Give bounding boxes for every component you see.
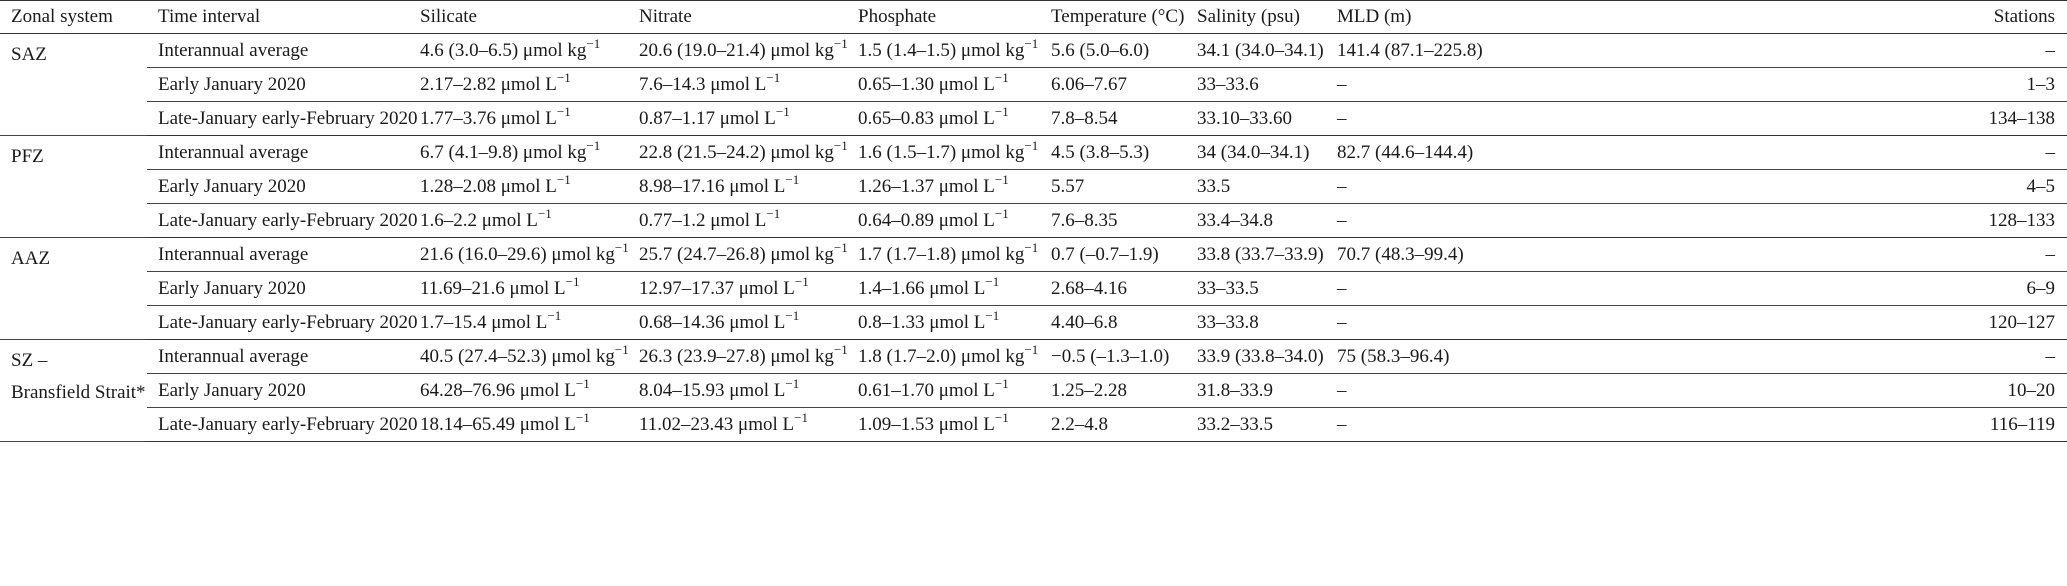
value-text: 1.77–3.76 μmol L	[420, 107, 557, 129]
phosphate-cell	[847, 238, 1040, 272]
unit-exponent: −1	[614, 239, 629, 255]
header-stations: Stations	[1467, 1, 2067, 34]
table-body	[0, 34, 2067, 442]
unit-exponent: −1	[794, 273, 809, 289]
stations-cell: 116–119	[1467, 408, 2067, 442]
stations-cell: –	[1467, 238, 2067, 272]
temperature-cell: 6.06–7.67	[1040, 68, 1186, 102]
value-text: 26.3 (23.9–27.8) μmol kg	[639, 345, 834, 367]
stations-cell: –	[1467, 340, 2067, 374]
unit-exponent: −1	[537, 205, 552, 221]
value-text: 0.87–1.17 μmol L	[639, 107, 776, 129]
unit-exponent: −1	[833, 137, 848, 153]
nitrate-cell	[628, 374, 847, 408]
table-row	[0, 374, 2067, 408]
value-text: 1.8 (1.7–2.0) μmol kg	[858, 345, 1025, 367]
zone-cell	[0, 238, 147, 340]
unit-exponent: −1	[766, 205, 781, 221]
zone-label: AAZ	[11, 248, 51, 269]
salinity-cell: 33.8 (33.7–33.9)	[1186, 238, 1326, 272]
zone-label: SZ –	[11, 350, 48, 371]
mld-cell: –	[1326, 408, 1467, 442]
nitrate-cell	[628, 34, 847, 68]
stations-cell: 4–5	[1467, 170, 2067, 204]
unit-exponent: −1	[556, 103, 571, 119]
header-salinity: Salinity (psu)	[1186, 1, 1326, 34]
unit-exponent: −1	[614, 341, 629, 357]
value-text: 7.6–14.3 μmol L	[639, 73, 767, 95]
value-text: 1.7–15.4 μmol L	[420, 311, 548, 333]
temperature-cell: −0.5 (–1.3–1.0)	[1040, 340, 1186, 374]
unit-exponent: −1	[1024, 137, 1039, 153]
header-zonal-system: Zonal system	[0, 1, 147, 34]
stations-cell: 134–138	[1467, 102, 2067, 136]
zone-label: PFZ	[11, 146, 44, 167]
table-row	[0, 68, 2067, 102]
time-interval-cell: Early January 2020	[147, 272, 409, 306]
phosphate-cell	[847, 136, 1040, 170]
time-interval-cell: Early January 2020	[147, 68, 409, 102]
nitrate-cell	[628, 272, 847, 306]
stations-cell: 1–3	[1467, 68, 2067, 102]
phosphate-cell	[847, 408, 1040, 442]
table-header	[0, 1, 2067, 34]
silicate-cell	[409, 204, 628, 238]
time-interval-cell: Late-January early-February 2020	[147, 102, 409, 136]
value-text: 0.61–1.70 μmol L	[858, 379, 995, 401]
unit-exponent: −1	[833, 35, 848, 51]
time-interval-cell: Late-January early-February 2020	[147, 306, 409, 340]
nitrate-cell	[628, 340, 847, 374]
silicate-cell	[409, 170, 628, 204]
phosphate-cell	[847, 34, 1040, 68]
phosphate-cell	[847, 374, 1040, 408]
value-text: 1.4–1.66 μmol L	[858, 277, 986, 299]
zone-label: Bransfield Strait*	[11, 382, 146, 403]
value-text: 0.8–1.33 μmol L	[858, 311, 986, 333]
header-time-interval: Time interval	[147, 1, 409, 34]
time-interval-cell: Late-January early-February 2020	[147, 204, 409, 238]
silicate-cell	[409, 340, 628, 374]
value-text: 8.98–17.16 μmol L	[639, 175, 786, 197]
phosphate-cell	[847, 306, 1040, 340]
unit-exponent: −1	[833, 341, 848, 357]
value-text: 6.7 (4.1–9.8) μmol kg	[420, 141, 587, 163]
value-text: 1.26–1.37 μmol L	[858, 175, 995, 197]
unit-exponent: −1	[547, 307, 562, 323]
value-text: 8.04–15.93 μmol L	[639, 379, 786, 401]
unit-exponent: −1	[994, 69, 1009, 85]
time-interval-cell: Interannual average	[147, 238, 409, 272]
value-text: 0.77–1.2 μmol L	[639, 209, 767, 231]
temperature-cell: 5.6 (5.0–6.0)	[1040, 34, 1186, 68]
value-text: 4.6 (3.0–6.5) μmol kg	[420, 39, 587, 61]
mld-cell: 82.7 (44.6–144.4)	[1326, 136, 1467, 170]
mld-cell: –	[1326, 204, 1467, 238]
time-interval-cell: Early January 2020	[147, 170, 409, 204]
nitrate-cell	[628, 306, 847, 340]
nitrate-cell	[628, 68, 847, 102]
salinity-cell: 33.2–33.5	[1186, 408, 1326, 442]
unit-exponent: −1	[565, 273, 580, 289]
value-text: 1.28–2.08 μmol L	[420, 175, 557, 197]
mld-cell: –	[1326, 102, 1467, 136]
silicate-cell	[409, 306, 628, 340]
phosphate-cell	[847, 340, 1040, 374]
value-text: 40.5 (27.4–52.3) μmol kg	[420, 345, 615, 367]
salinity-cell: 34 (34.0–34.1)	[1186, 136, 1326, 170]
unit-exponent: −1	[556, 69, 571, 85]
silicate-cell	[409, 68, 628, 102]
mld-cell: 141.4 (87.1–225.8)	[1326, 34, 1467, 68]
unit-exponent: −1	[575, 409, 590, 425]
value-text: 21.6 (16.0–29.6) μmol kg	[420, 243, 615, 265]
mld-cell: –	[1326, 68, 1467, 102]
unit-exponent: −1	[833, 239, 848, 255]
table-row	[0, 340, 2067, 374]
unit-exponent: −1	[985, 273, 1000, 289]
time-interval-cell: Interannual average	[147, 34, 409, 68]
mld-cell: 70.7 (48.3–99.4)	[1326, 238, 1467, 272]
nitrate-cell	[628, 238, 847, 272]
stations-cell: –	[1467, 136, 2067, 170]
phosphate-cell	[847, 272, 1040, 306]
value-text: 12.97–17.37 μmol L	[639, 277, 795, 299]
unit-exponent: −1	[1024, 341, 1039, 357]
unit-exponent: −1	[775, 103, 790, 119]
unit-exponent: −1	[586, 137, 601, 153]
table-row	[0, 408, 2067, 442]
value-text: 20.6 (19.0–21.4) μmol kg	[639, 39, 834, 61]
time-interval-cell: Interannual average	[147, 136, 409, 170]
table-row	[0, 170, 2067, 204]
value-text: 1.7 (1.7–1.8) μmol kg	[858, 243, 1025, 265]
value-text: 2.17–2.82 μmol L	[420, 73, 557, 95]
phosphate-cell	[847, 204, 1040, 238]
phosphate-cell	[847, 68, 1040, 102]
header-row	[0, 1, 2067, 34]
value-text: 25.7 (24.7–26.8) μmol kg	[639, 243, 834, 265]
value-text: 1.09–1.53 μmol L	[858, 413, 995, 435]
table-row	[0, 102, 2067, 136]
value-text: 1.6 (1.5–1.7) μmol kg	[858, 141, 1025, 163]
unit-exponent: −1	[994, 205, 1009, 221]
value-text: 0.64–0.89 μmol L	[858, 209, 995, 231]
salinity-cell: 33–33.5	[1186, 272, 1326, 306]
zone-cell	[0, 136, 147, 238]
silicate-cell	[409, 272, 628, 306]
header-phosphate: Phosphate	[847, 1, 1040, 34]
unit-exponent: −1	[785, 171, 800, 187]
temperature-cell: 2.2–4.8	[1040, 408, 1186, 442]
silicate-cell	[409, 374, 628, 408]
time-interval-cell: Early January 2020	[147, 374, 409, 408]
unit-exponent: −1	[556, 171, 571, 187]
temperature-cell: 1.25–2.28	[1040, 374, 1186, 408]
unit-exponent: −1	[575, 375, 590, 391]
salinity-cell: 31.8–33.9	[1186, 374, 1326, 408]
unit-exponent: −1	[785, 375, 800, 391]
unit-exponent: −1	[766, 69, 781, 85]
unit-exponent: −1	[1024, 35, 1039, 51]
unit-exponent: −1	[586, 35, 601, 51]
unit-exponent: −1	[994, 103, 1009, 119]
mld-cell: –	[1326, 170, 1467, 204]
table-row	[0, 306, 2067, 340]
value-text: 0.65–1.30 μmol L	[858, 73, 995, 95]
salinity-cell: 33.9 (33.8–34.0)	[1186, 340, 1326, 374]
nitrate-cell	[628, 408, 847, 442]
unit-exponent: −1	[1024, 239, 1039, 255]
silicate-cell	[409, 238, 628, 272]
zone-cell	[0, 34, 147, 136]
salinity-cell: 33–33.8	[1186, 306, 1326, 340]
value-text: 11.69–21.6 μmol L	[420, 277, 566, 299]
phosphate-cell	[847, 102, 1040, 136]
stations-cell: 120–127	[1467, 306, 2067, 340]
value-text: 18.14–65.49 μmol L	[420, 413, 576, 435]
unit-exponent: −1	[785, 307, 800, 323]
salinity-cell: 33.4–34.8	[1186, 204, 1326, 238]
value-text: 1.6–2.2 μmol L	[420, 209, 538, 231]
value-text: 22.8 (21.5–24.2) μmol kg	[639, 141, 834, 163]
nitrate-cell	[628, 102, 847, 136]
nitrate-cell	[628, 136, 847, 170]
zone-label: SAZ	[11, 44, 47, 65]
value-text: 0.65–0.83 μmol L	[858, 107, 995, 129]
value-text: 11.02–23.43 μmol L	[639, 413, 795, 435]
temperature-cell: 7.8–8.54	[1040, 102, 1186, 136]
stations-cell: –	[1467, 34, 2067, 68]
stations-cell: 10–20	[1467, 374, 2067, 408]
stations-cell: 6–9	[1467, 272, 2067, 306]
silicate-cell	[409, 34, 628, 68]
value-text: 0.68–14.36 μmol L	[639, 311, 786, 333]
temperature-cell: 2.68–4.16	[1040, 272, 1186, 306]
value-text: 1.5 (1.4–1.5) μmol kg	[858, 39, 1025, 61]
silicate-cell	[409, 136, 628, 170]
temperature-cell: 4.5 (3.8–5.3)	[1040, 136, 1186, 170]
header-silicate: Silicate	[409, 1, 628, 34]
table-row	[0, 136, 2067, 170]
time-interval-cell: Interannual average	[147, 340, 409, 374]
table-row	[0, 238, 2067, 272]
salinity-cell: 33.10–33.60	[1186, 102, 1326, 136]
unit-exponent: −1	[794, 409, 808, 425]
table-row	[0, 272, 2067, 306]
temperature-cell: 5.57	[1040, 170, 1186, 204]
nitrate-cell	[628, 204, 847, 238]
header-mld: MLD (m)	[1326, 1, 1467, 34]
salinity-cell: 34.1 (34.0–34.1)	[1186, 34, 1326, 68]
header-nitrate: Nitrate	[628, 1, 847, 34]
temperature-cell: 4.40–6.8	[1040, 306, 1186, 340]
temperature-cell: 0.7 (–0.7–1.9)	[1040, 238, 1186, 272]
mld-cell: 75 (58.3–96.4)	[1326, 340, 1467, 374]
unit-exponent: −1	[994, 171, 1009, 187]
value-text: 64.28–76.96 μmol L	[420, 379, 576, 401]
unit-exponent: −1	[985, 307, 1000, 323]
header-temperature: Temperature (°C)	[1040, 1, 1186, 34]
mld-cell: –	[1326, 306, 1467, 340]
phosphate-cell	[847, 170, 1040, 204]
mld-cell: –	[1326, 374, 1467, 408]
time-interval-cell: Late-January early-February 2020	[147, 408, 409, 442]
unit-exponent: −1	[994, 375, 1009, 391]
table-row	[0, 34, 2067, 68]
salinity-cell: 33–33.6	[1186, 68, 1326, 102]
silicate-cell	[409, 102, 628, 136]
mld-cell: –	[1326, 272, 1467, 306]
table-row	[0, 204, 2067, 238]
temperature-cell: 7.6–8.35	[1040, 204, 1186, 238]
nitrate-cell	[628, 170, 847, 204]
unit-exponent: −1	[994, 409, 1009, 425]
zone-cell	[0, 340, 147, 442]
silicate-cell	[409, 408, 628, 442]
stations-cell: 128–133	[1467, 204, 2067, 238]
salinity-cell: 33.5	[1186, 170, 1326, 204]
